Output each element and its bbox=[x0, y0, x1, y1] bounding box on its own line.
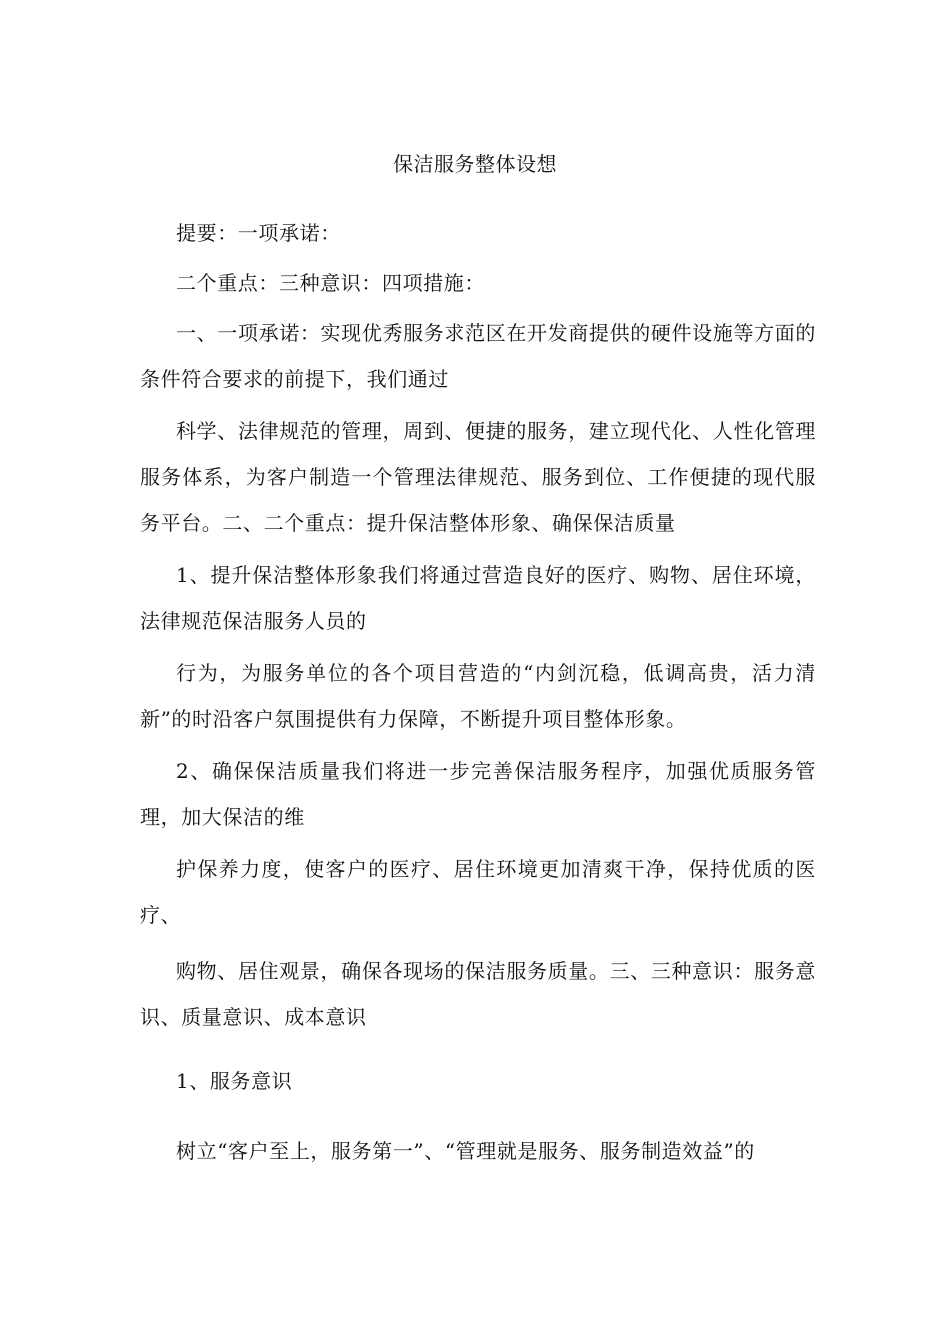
paragraph-customer-first: 树立“客户至上，服务第一”、“管理就是服务、服务制造效益”的 bbox=[176, 1139, 755, 1163]
paragraph-behavior: 行为，为服务单位的各个项目营造的“内剑沉稳，低调高贵，活力清新”的时沿客户氛围提供有力保障，不断提升项目整体形象。 bbox=[140, 661, 816, 731]
paragraph-commitment: 一、一项承诺：实现优秀服务求范区在开发商提供的硬件设施等方面的条件符合要求的前提下，我们通过 bbox=[140, 321, 816, 391]
paragraph-quality: 2、确保保洁质量我们将进一步完善保洁服务程序，加强优质服务管理，加大保洁的维 bbox=[140, 759, 816, 829]
paragraph-awareness: 购物、居住观景，确保各现场的保洁服务质量。三、三种意识：服务意识、质量意识、成本意识 bbox=[140, 959, 816, 1029]
paragraph-summary: 提要：一项承诺： bbox=[176, 221, 341, 245]
paragraph-management: 科学、法律规范的管理，周到、便捷的服务，建立现代化、人性化管理服务体系，为客户制造一个管理法律规范、服务到位、工作便捷的现代服务平台。二、二个重点：提升保洁整体形象、确保保洁质量 bbox=[140, 419, 816, 535]
paragraph-image: 1、提升保洁整体形象我们将通过营造良好的医疗、购物、居住环境，法律规范保洁服务人员的 bbox=[140, 563, 816, 633]
paragraph-maintenance: 护保养力度，使客户的医疗、居住环境更加清爽干净，保持优质的医疗、 bbox=[140, 857, 816, 927]
paragraph-key-points: 二个重点：三种意识：四项措施： bbox=[176, 271, 485, 295]
paragraph-service-awareness: 1、服务意识 bbox=[176, 1069, 293, 1093]
document-title: 保洁服务整体设想 bbox=[393, 152, 557, 176]
